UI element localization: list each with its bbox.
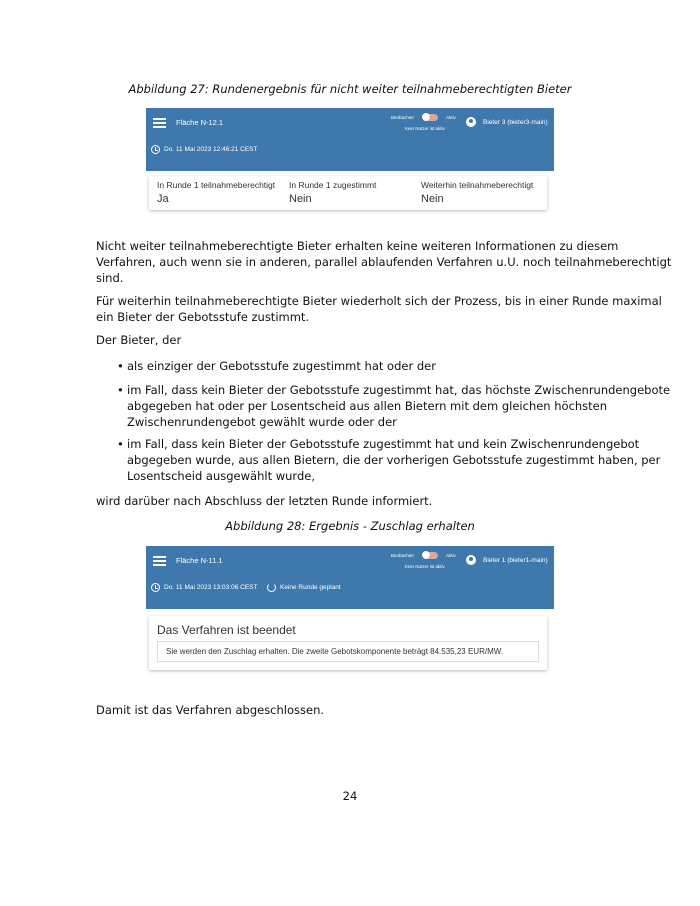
account-circle-icon[interactable] (466, 117, 476, 127)
user-name[interactable]: Bieter 1 (bieter1-main) (483, 557, 548, 564)
bullet-dot: • (117, 383, 124, 397)
active-toggle[interactable] (423, 114, 438, 121)
closing-paragraph: Damit ist das Verfahren abgeschlossen. (96, 703, 325, 717)
paragraph-1-line: Nicht weiter teilnahmeberechtigte Bieter erhalten keine weiteren Informationen zu diesem (96, 239, 619, 253)
toggle-knob (422, 113, 430, 121)
observer-label: Beobachter (391, 553, 415, 558)
paragraph-1-line: sind. (96, 271, 124, 285)
app-bar (146, 546, 554, 609)
bullet-text: Losentscheid ausgewählt wurde, (127, 469, 315, 483)
toggle-knob (422, 551, 430, 559)
column-value: Ja (157, 193, 169, 205)
card-title: Das Verfahren ist beendet (157, 623, 296, 637)
clock-icon (151, 583, 160, 592)
result-card (149, 616, 547, 670)
app-bar (146, 108, 554, 171)
figure-28-caption: Abbildung 28: Ergebnis - Zuschlag erhalten (225, 519, 475, 533)
bullet-text: im Fall, dass kein Bieter der Gebotsstufe zugestimmt hat und kein Zwischenrundengebot (127, 437, 640, 451)
round-result-card (149, 176, 547, 210)
bullet-item-3 (117, 436, 661, 484)
user-name[interactable]: Bieter 3 (bieter3-main) (483, 119, 548, 126)
paragraph-4: wird darüber nach Abschluss der letzten Runde informiert. (96, 494, 433, 508)
figure-27-screenshot (146, 108, 554, 213)
bullet-text: im Fall, dass kein Bieter der Gebotsstufe zugestimmt hat, das höchste Zwischenrundengebote (127, 383, 671, 397)
bullet-text: als einziger der Gebotsstufe zugestimmt hat oder der (127, 359, 436, 373)
datetime: Do. 11 Mai 2023 13:03:06 CEST (164, 584, 258, 591)
figure-27-caption: Abbildung 27: Rundenergebnis für nicht weiter teilnahmeberechtigten Bieter (128, 82, 572, 96)
bullet-text: abgegeben hat oder per Losentscheid aus allen Bietern mit dem gleichen höchsten (127, 399, 608, 413)
hamburger-menu-icon[interactable] (153, 556, 166, 566)
area-title: Fläche N-11.1 (176, 556, 223, 565)
column-header: Weiterhin teilnahmeberechtigt (421, 180, 534, 190)
bullet-text: abgegeben wurde, aus allen Bietern, die der vorherigen Gebotsstufe zugestimmt haben, per (127, 453, 661, 467)
account-circle-icon[interactable] (466, 555, 476, 565)
active-label: Aktiv (446, 115, 456, 120)
hamburger-menu-icon[interactable] (153, 118, 166, 128)
paragraph-2-line: Für weiterhin teilnahmeberechtigte Bieter wiederholt sich der Prozess, bis in einer Runde maximal (96, 294, 662, 308)
column-header: In Runde 1 zugestimmt (289, 180, 377, 190)
observer-label: Beobachter (391, 115, 415, 120)
round-status: Keine Runde geplant (280, 584, 341, 591)
bullet-dot: • (117, 437, 124, 451)
timer-off-icon (267, 583, 276, 592)
page-number: 24 (342, 789, 358, 803)
paragraph-1-line: Verfahren, auch wenn sie in anderen, parallel ablaufenden Verfahren u.U. noch teilnahmeberechtigt (96, 255, 672, 269)
award-message: Sie werden den Zuschlag erhalten. Die zweite Gebotskomponente beträgt 84.535,23 EUR/MW. (157, 641, 539, 662)
paragraph-3: Der Bieter, der (96, 333, 182, 347)
column-header: In Runde 1 teilnahmeberechtigt (157, 180, 276, 190)
active-toggle[interactable] (423, 552, 438, 559)
column-value: Nein (421, 193, 444, 205)
bullet-text: Zwischenrundengebot gewählt wurde oder der (127, 415, 397, 429)
paragraph-2-line: ein Bieter der Gebotsstufe zustimmt. (96, 310, 310, 324)
bullet-dot: • (117, 359, 124, 373)
column-value: Nein (289, 193, 312, 205)
datetime: Do. 11 Mai 2023 12:46:21 CEST (164, 146, 258, 153)
figure-28-screenshot (146, 546, 554, 674)
toggle-subtext: Kein Nutzer ist aktiv (405, 564, 445, 569)
clock-icon (151, 145, 160, 154)
active-label: Aktiv (446, 553, 456, 558)
bullet-item-1 (117, 358, 436, 374)
bullet-item-2 (117, 382, 671, 430)
toggle-subtext: Kein Nutzer ist aktiv (405, 126, 445, 131)
area-title: Fläche N-12.1 (176, 118, 224, 127)
